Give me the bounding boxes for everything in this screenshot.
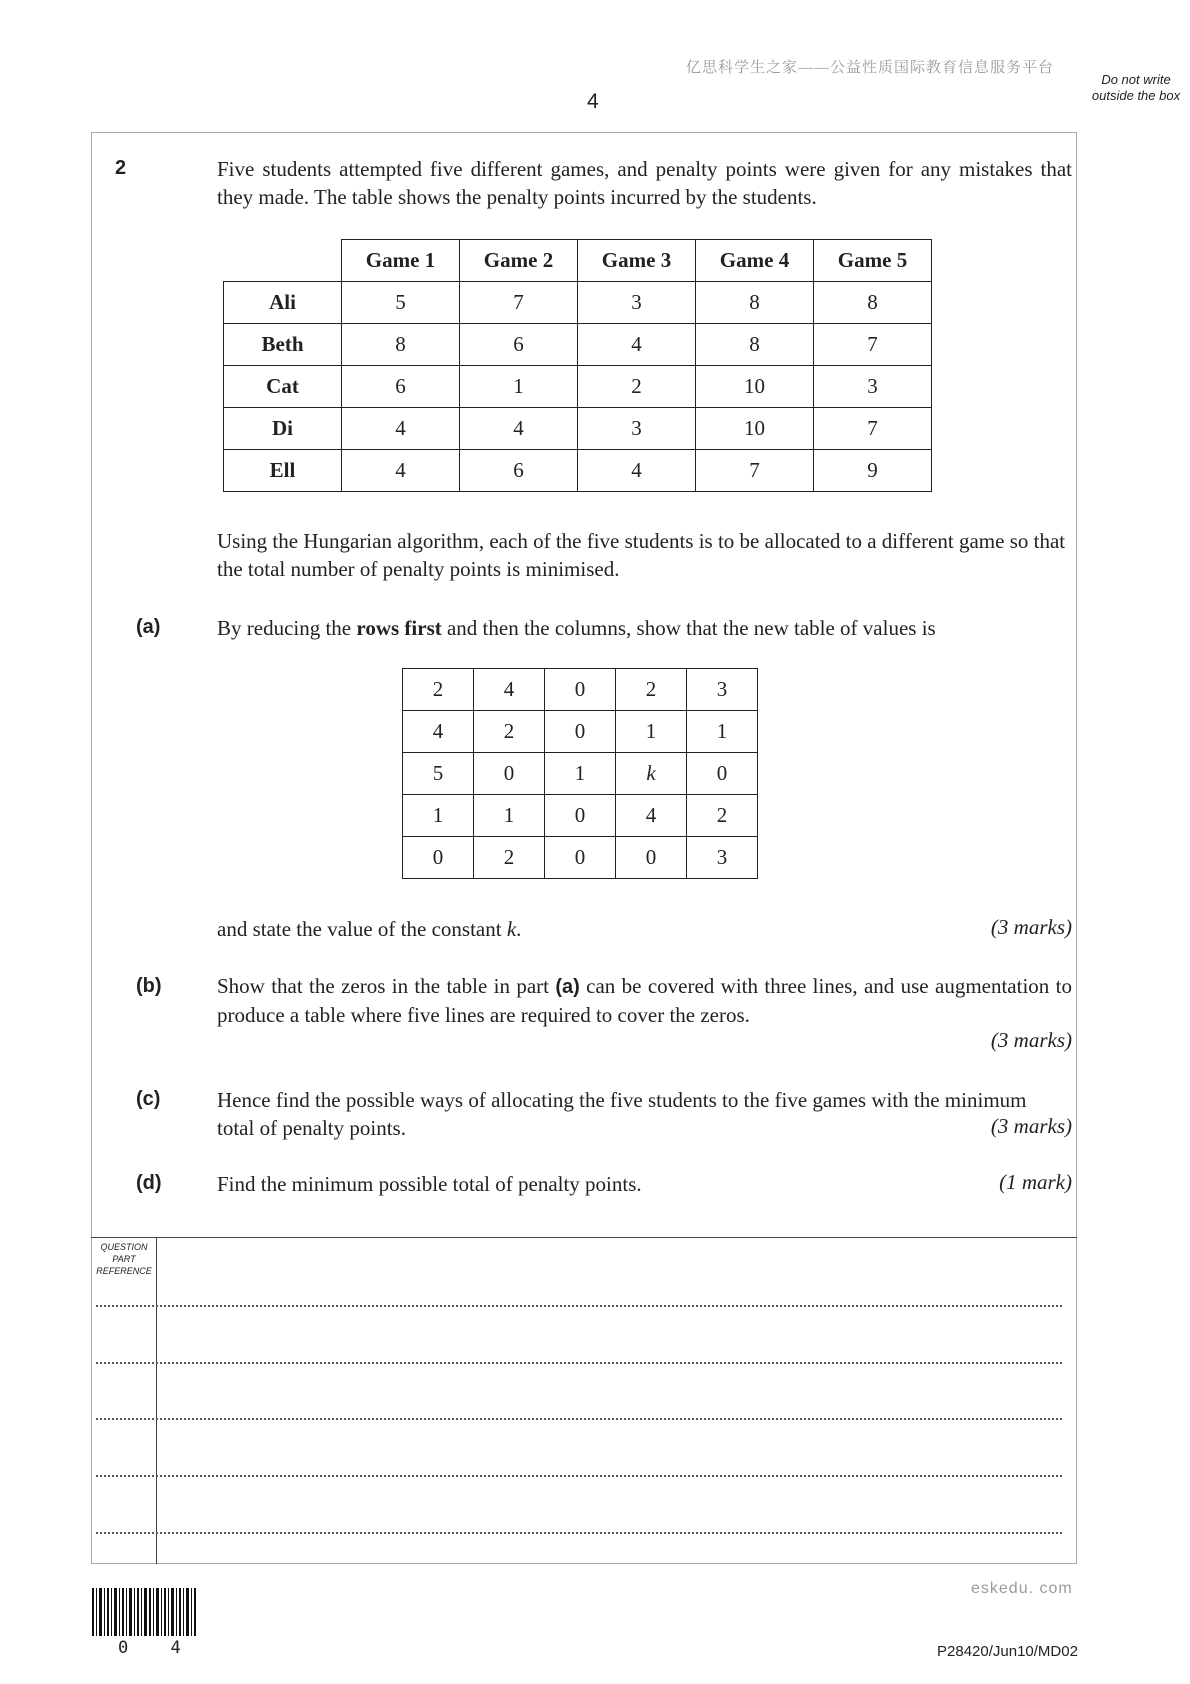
barcode-icon [92, 1588, 196, 1636]
table-row [403, 753, 758, 795]
table-cell: 7 [814, 408, 932, 450]
table-cell: 0 [687, 753, 758, 795]
row-header: Cat [224, 366, 342, 408]
table-row [224, 366, 932, 408]
page-number: 4 [587, 90, 599, 113]
part-b-text-post: can be covered with three lines, and use augmentation to produce a table where five lines are required to cover the zeros. [217, 974, 1072, 1027]
table-cell: 0 [545, 711, 616, 753]
part-label-c: (c) [136, 1088, 161, 1110]
part-a-text-bold: rows first [356, 616, 442, 640]
part-label-d: (d) [136, 1172, 162, 1194]
table-row [403, 669, 758, 711]
column-header: Game 5 [814, 240, 932, 282]
table-cell: 7 [814, 324, 932, 366]
part-label-a: (a) [136, 616, 161, 638]
table-cell: 10 [696, 408, 814, 450]
table-cell: 0 [616, 837, 687, 879]
table-cell: 6 [460, 450, 578, 492]
table-cell: 1 [474, 795, 545, 837]
table-cell: 4 [616, 795, 687, 837]
reduced-table [402, 668, 758, 879]
table-cell: 4 [460, 408, 578, 450]
margin-note: Do not write outside the box [1091, 72, 1181, 103]
table-cell: 3 [687, 669, 758, 711]
table-row [224, 282, 932, 324]
table-cell: 1 [545, 753, 616, 795]
question-intro: Five students attempted five different games, and penalty points were given for any mistakes that they made. The table shows the penalty points incurred by the students. [217, 157, 1072, 209]
penalty-table [223, 239, 932, 492]
part-label-b: (b) [136, 975, 162, 997]
table-row [403, 837, 758, 879]
page-code: 0 4 [118, 1638, 197, 1658]
part-b-marks: (3 marks) [990, 1028, 1072, 1052]
table-cell: 1 [403, 795, 474, 837]
header-watermark: 亿思科学生之家——公益性质国际教育信息服务平台 [686, 60, 1055, 76]
table-cell: 0 [545, 837, 616, 879]
part-b-text-ref: (a) [555, 976, 580, 998]
table-cell: 6 [460, 324, 578, 366]
table-cell: 1 [460, 366, 578, 408]
part-a-text [217, 614, 1087, 642]
penalty-table-header-row [224, 240, 932, 282]
table-cell: 0 [545, 795, 616, 837]
table-row [224, 408, 932, 450]
part-a-text-pre: By reducing the [217, 616, 357, 640]
table-cell: 9 [814, 450, 932, 492]
table-cell: 4 [578, 450, 696, 492]
question-instruction: Using the Hungarian algorithm, each of the five students is to be allocated to a different game so that the total number of penalty points is minimised. [217, 529, 1066, 581]
answer-area-top-rule [91, 1237, 1077, 1238]
answer-line[interactable] [96, 1418, 1062, 1420]
table-cell: 2 [474, 837, 545, 879]
table-cell: 0 [545, 669, 616, 711]
table-cell: 2 [578, 366, 696, 408]
paper-reference: P28420/Jun10/MD02 [937, 1643, 1078, 1660]
part-a-follow [217, 915, 521, 943]
table-cell: 3 [578, 282, 696, 324]
constant-k: k [506, 917, 517, 941]
table-cell: 3 [687, 837, 758, 879]
table-cell: 4 [578, 324, 696, 366]
column-header: Game 4 [696, 240, 814, 282]
part-d-text: Find the minimum possible total of penalty points. [217, 1172, 642, 1196]
question-part-reference-label: QUESTION PART REFERENCE [96, 1242, 152, 1276]
table-cell: 2 [616, 669, 687, 711]
table-cell: 7 [696, 450, 814, 492]
part-a-follow-post: . [516, 917, 522, 941]
part-a-marks: (3 marks) [990, 915, 1072, 939]
column-header: Game 2 [460, 240, 578, 282]
column-header: Game 1 [342, 240, 460, 282]
table-cell: 2 [403, 669, 474, 711]
row-header: Ell [224, 450, 342, 492]
answer-line[interactable] [96, 1362, 1062, 1364]
table-cell: 2 [474, 711, 545, 753]
column-header: Game 3 [578, 240, 696, 282]
table-cell: 4 [342, 408, 460, 450]
answer-area-divider [156, 1237, 157, 1564]
table-cell: 4 [474, 669, 545, 711]
table-row [403, 795, 758, 837]
part-c-text: Hence find the possible ways of allocating the five students to the five games with the minimum total of penalty points. [217, 1088, 1027, 1140]
table-cell: 8 [342, 324, 460, 366]
footer-watermark: eskedu. com [971, 1580, 1073, 1597]
part-b-text-pre: Show that the zeros in the table in part [217, 974, 556, 998]
part-b-text [217, 972, 1072, 1029]
table-row [224, 450, 932, 492]
table-cell: 5 [403, 753, 474, 795]
table-cell: 10 [696, 366, 814, 408]
table-cell: 5 [342, 282, 460, 324]
table-cell-k: k [616, 753, 687, 795]
table-cell: 3 [814, 366, 932, 408]
table-corner [224, 240, 342, 282]
question-number: 2 [115, 157, 127, 179]
table-cell: 2 [687, 795, 758, 837]
table-cell: 1 [616, 711, 687, 753]
part-a-text-post: and then the columns, show that the new table of values is [441, 616, 936, 640]
table-cell: 8 [696, 282, 814, 324]
table-row [224, 324, 932, 366]
table-cell: 7 [460, 282, 578, 324]
table-cell: 8 [696, 324, 814, 366]
part-d-marks: (1 mark) [999, 1170, 1072, 1194]
part-a-follow-pre: and state the value of the constant [217, 917, 507, 941]
part-c-marks: (3 marks) [990, 1114, 1072, 1138]
row-header: Di [224, 408, 342, 450]
table-cell: 4 [403, 711, 474, 753]
row-header: Beth [224, 324, 342, 366]
row-header: Ali [224, 282, 342, 324]
table-cell: 0 [474, 753, 545, 795]
table-cell: 6 [342, 366, 460, 408]
table-cell: 4 [342, 450, 460, 492]
answer-line[interactable] [96, 1532, 1062, 1534]
answer-line[interactable] [96, 1305, 1062, 1307]
table-cell: 8 [814, 282, 932, 324]
table-cell: 3 [578, 408, 696, 450]
table-row [403, 711, 758, 753]
table-cell: 1 [687, 711, 758, 753]
answer-line[interactable] [96, 1475, 1062, 1477]
table-cell: 0 [403, 837, 474, 879]
